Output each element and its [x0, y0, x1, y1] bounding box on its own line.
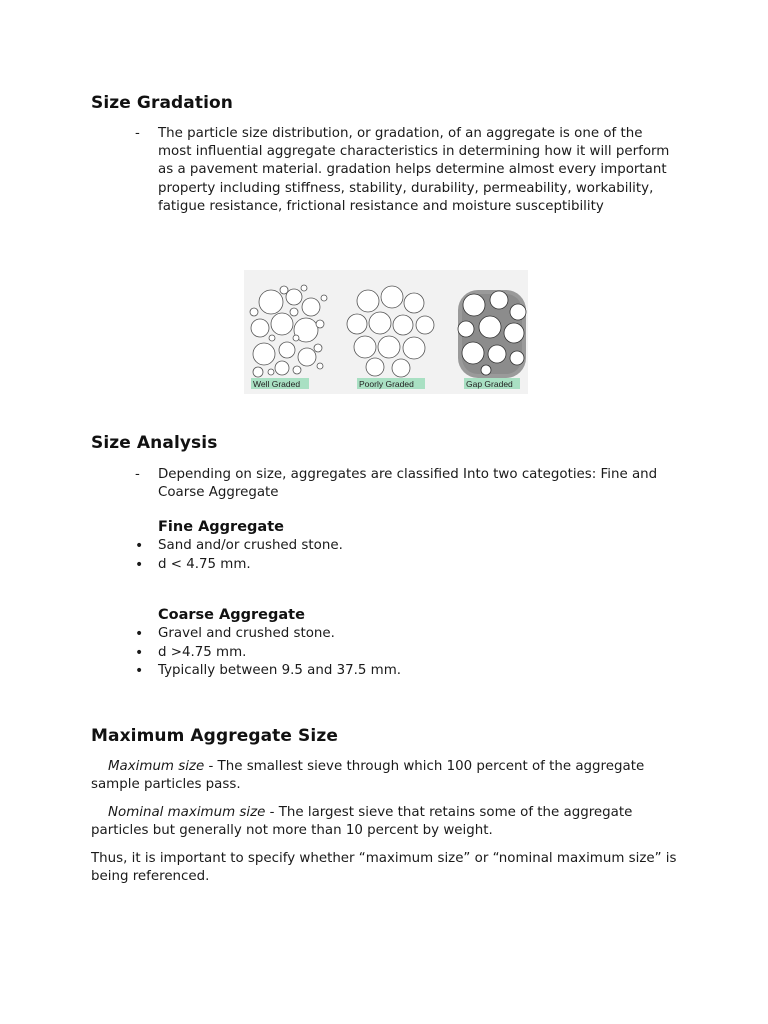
gap-graded-caption: Gap Graded: [466, 379, 513, 389]
analysis-description: [135, 466, 675, 502]
heading-maximum-aggregate-size: Maximum Aggregate Size: [91, 726, 338, 746]
list-item: • Typically between 9.5 and 37.5 mm.: [135, 662, 401, 681]
well-graded-caption: Well Graded: [253, 379, 301, 389]
gradation-description: [135, 125, 675, 216]
list-item: • Sand and/or crushed stone.: [135, 537, 343, 556]
nominal-maximum-size-text: - The largest sieve that retains some of the aggregate particles but generally not more than 10 percent by weight.: [91, 805, 633, 839]
fine-aggregate-list: [135, 537, 343, 574]
gradation-illustration: [244, 270, 528, 394]
heading-coarse-aggregate: Coarse Aggregate: [158, 607, 305, 623]
maximum-size-term: Maximum size: [108, 759, 205, 774]
maximum-size-text: - The smallest sieve through which 100 percent of the aggregate sample particles pass.: [91, 759, 645, 793]
dash-marker: -: [135, 126, 140, 141]
poorly-graded-illustration: [347, 286, 434, 377]
list-item: • d < 4.75 mm.: [135, 556, 343, 575]
gap-graded-illustration: [458, 290, 526, 378]
poorly-graded-caption: Poorly Graded: [359, 379, 414, 389]
gradation-text: The particle size distribution, or gradation, of an aggregate is one of the most influential aggregate characteristics in determining how it will perform as a pavement material. gradation helps determine almost every important property including stiffness, stability, durability, permeability, workability, fatigue resistance, frictional resistance and moisture susceptibility: [158, 126, 670, 214]
gradation-figure: [244, 270, 528, 394]
list-item: • Gravel and crushed stone.: [135, 625, 401, 644]
heading-size-analysis: Size Analysis: [91, 433, 218, 453]
maximum-size-definition: [91, 758, 681, 794]
conclusion-paragraph: Thus, it is important to specify whether “maximum size” or “nominal maximum size” is being referenced.: [91, 851, 677, 885]
list-item: • d >4.75 mm.: [135, 644, 401, 663]
heading-fine-aggregate: Fine Aggregate: [158, 519, 284, 535]
analysis-text: Depending on size, aggregates are classified Into two categoties: Fine and Coarse Aggregate: [158, 467, 658, 501]
well-graded-illustration: [250, 285, 327, 377]
nominal-maximum-size-definition: [91, 804, 681, 840]
dash-marker: -: [135, 467, 140, 482]
coarse-aggregate-list: [135, 625, 401, 681]
nominal-maximum-size-term: Nominal maximum size: [108, 805, 266, 820]
heading-size-gradation: Size Gradation: [91, 93, 233, 113]
